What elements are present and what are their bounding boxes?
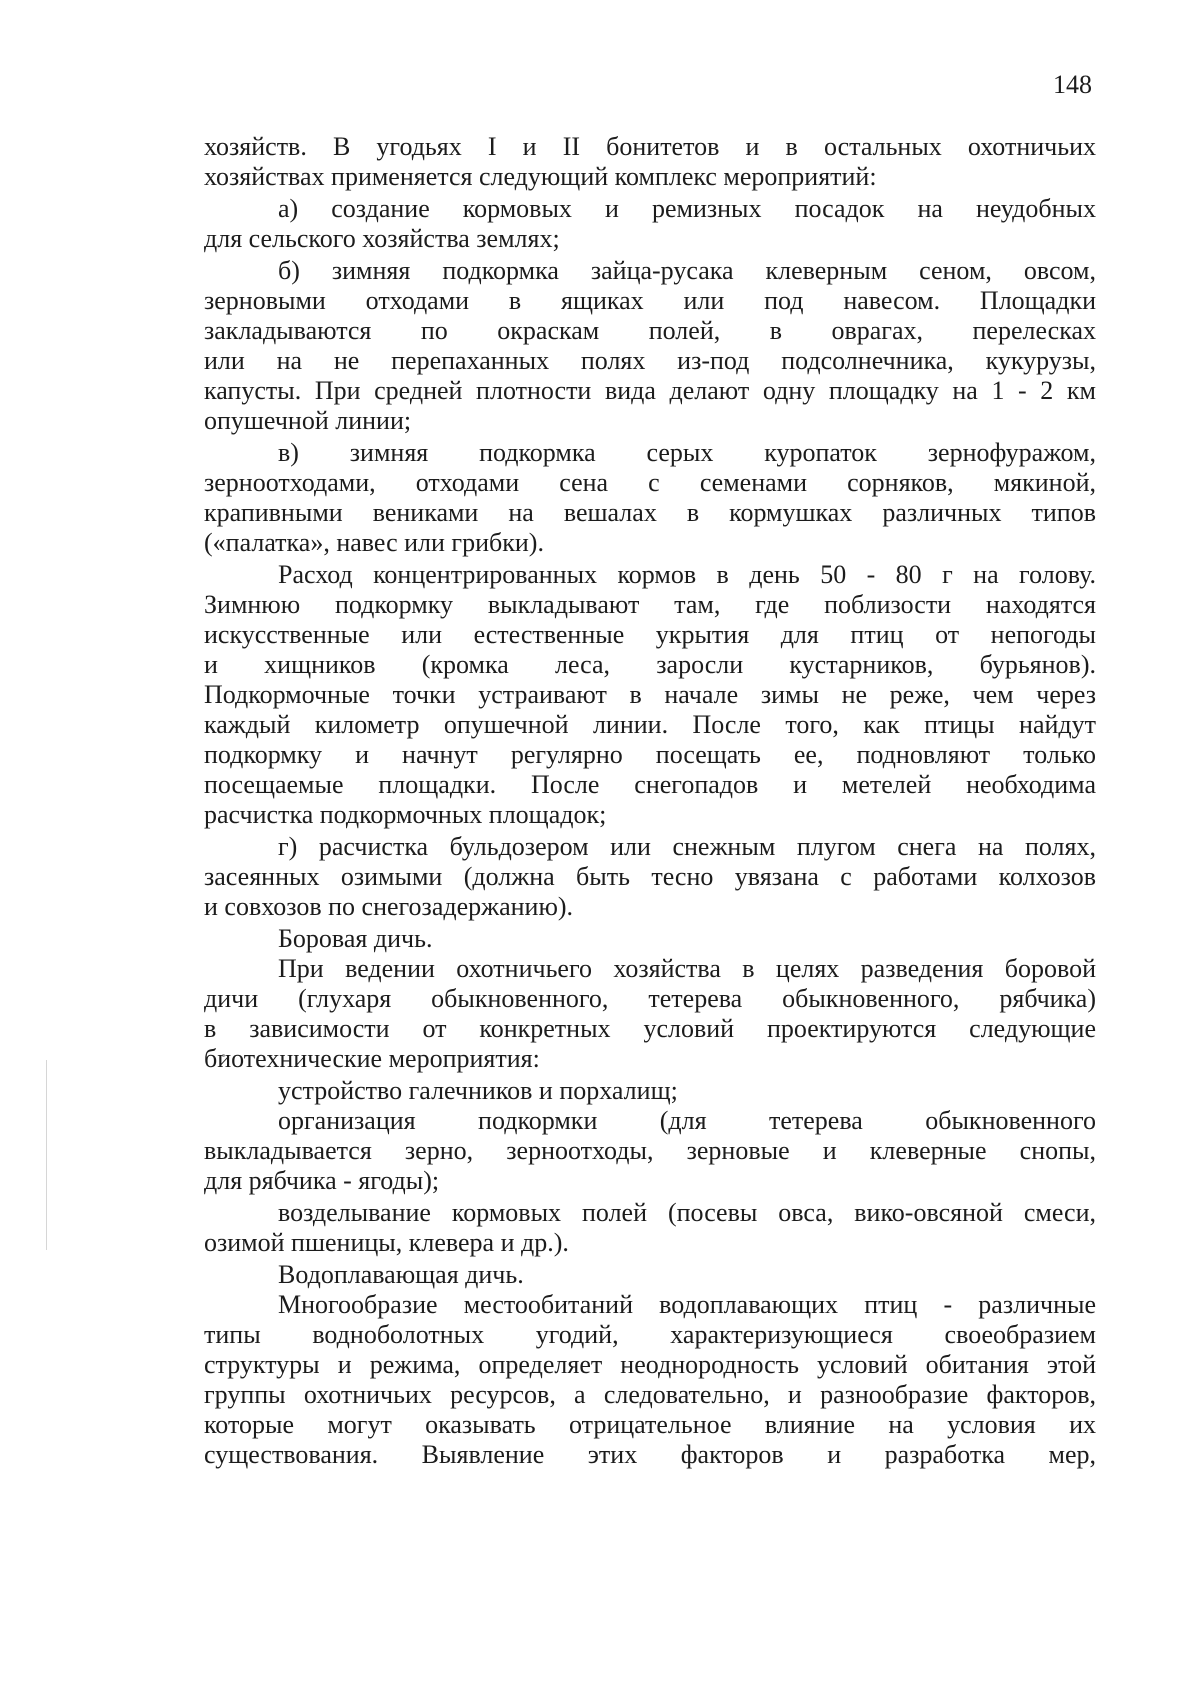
text-line: дичи (глухаря обыкновенного, тетерева обыкновенного, рябчика): [204, 984, 1096, 1013]
text-line: организация подкормки (для тетерева обыкновенного: [278, 1106, 1096, 1135]
text-line: («палатка», навес или грибки).: [204, 528, 544, 557]
text-line: или на не перепаханных полях из-под подсолнечника, кукурузы,: [204, 346, 1096, 375]
text-line: биотехнические мероприятия:: [204, 1044, 540, 1073]
text-line: подкормку и начнут регулярно посещать ее, подновляют только: [204, 740, 1096, 769]
text-line: и совхозов по снегозадержанию).: [204, 892, 574, 921]
text-line: типы водноболотных угодий, характеризующиеся своеобразием: [204, 1320, 1096, 1349]
text-line: крапивными вениками на вешалах в кормушках различных типов: [204, 498, 1096, 527]
text-line: группы охотничьих ресурсов, а следовательно, и разнообразие факторов,: [204, 1380, 1096, 1409]
text-line: зерноотходами, отходами сена с семенами сорняков, мякиной,: [204, 468, 1096, 497]
text-line: г) расчистка бульдозером или снежным плугом снега на полях,: [278, 832, 1096, 861]
text-line: возделывание кормовых полей (посевы овса, вико-овсяной смеси,: [278, 1198, 1096, 1227]
text-line: Водоплавающая дичь.: [278, 1260, 524, 1289]
text-line: и хищников (кромка леса, заросли кустарников, бурьянов).: [204, 650, 1096, 679]
text-line: зерновыми отходами в ящиках или под навесом. Площадки: [204, 286, 1096, 315]
text-line: хозяйствах применяется следующий комплекс мероприятий:: [204, 162, 877, 191]
scan-margin-mark: [46, 1060, 47, 1250]
page-number: 148: [1053, 70, 1092, 99]
text-line: выкладывается зерно, зерноотходы, зерновые и клеверные снопы,: [204, 1136, 1096, 1165]
text-line: расчистка подкормочных площадок;: [204, 800, 607, 829]
text-line: б) зимняя подкормка зайца-русака клеверным сеном, овсом,: [278, 256, 1096, 285]
text-line: капусты. При средней плотности вида делают одну площадку на 1 - 2 км: [204, 376, 1096, 405]
text-line: При ведении охотничьего хозяйства в целях разведения боровой: [278, 954, 1096, 983]
text-line: для сельского хозяйства землях;: [204, 224, 560, 253]
text-line: опушечной линии;: [204, 406, 412, 435]
text-line: хозяйств. В угодьях I и II бонитетов и в остальных охотничьих: [204, 132, 1096, 161]
text-line: искусственные или естественные укрытия для птиц от непогоды: [204, 620, 1096, 649]
text-line: каждый километр опушечной линии. После того, как птицы найдут: [204, 710, 1096, 739]
text-line: Зимнюю подкормку выкладывают там, где поблизости находятся: [204, 590, 1096, 619]
text-line: в зависимости от конкретных условий проектируются следующие: [204, 1014, 1096, 1043]
text-line: а) создание кормовых и ремизных посадок на неудобных: [278, 194, 1096, 223]
text-line: устройство галечников и порхалищ;: [278, 1076, 678, 1105]
text-line: Многообразие местообитаний водоплавающих птиц - различные: [278, 1290, 1096, 1319]
text-line: Боровая дичь.: [278, 924, 433, 953]
text-line: закладываются по окраскам полей, в оврагах, перелесках: [204, 316, 1096, 345]
text-line: засеянных озимыми (должна быть тесно увязана с работами колхозов: [204, 862, 1096, 891]
text-line: структуры и режима, определяет неоднородность условий обитания этой: [204, 1350, 1096, 1379]
text-line: в) зимняя подкормка серых куропаток зернофуражом,: [278, 438, 1096, 467]
text-line: существования. Выявление этих факторов и разработка мер,: [204, 1440, 1096, 1469]
text-line: для рябчика - ягоды);: [204, 1166, 440, 1195]
text-line: которые могут оказывать отрицательное влияние на условия их: [204, 1410, 1096, 1439]
text-line: Подкормочные точки устраивают в начале зимы не реже, чем через: [204, 680, 1096, 709]
text-line: посещаемые площадки. После снегопадов и метелей необходима: [204, 770, 1096, 799]
text-line: озимой пшеницы, клевера и др.).: [204, 1228, 569, 1257]
text-line: Расход концентрированных кормов в день 50 - 80 г на голову.: [278, 560, 1096, 589]
